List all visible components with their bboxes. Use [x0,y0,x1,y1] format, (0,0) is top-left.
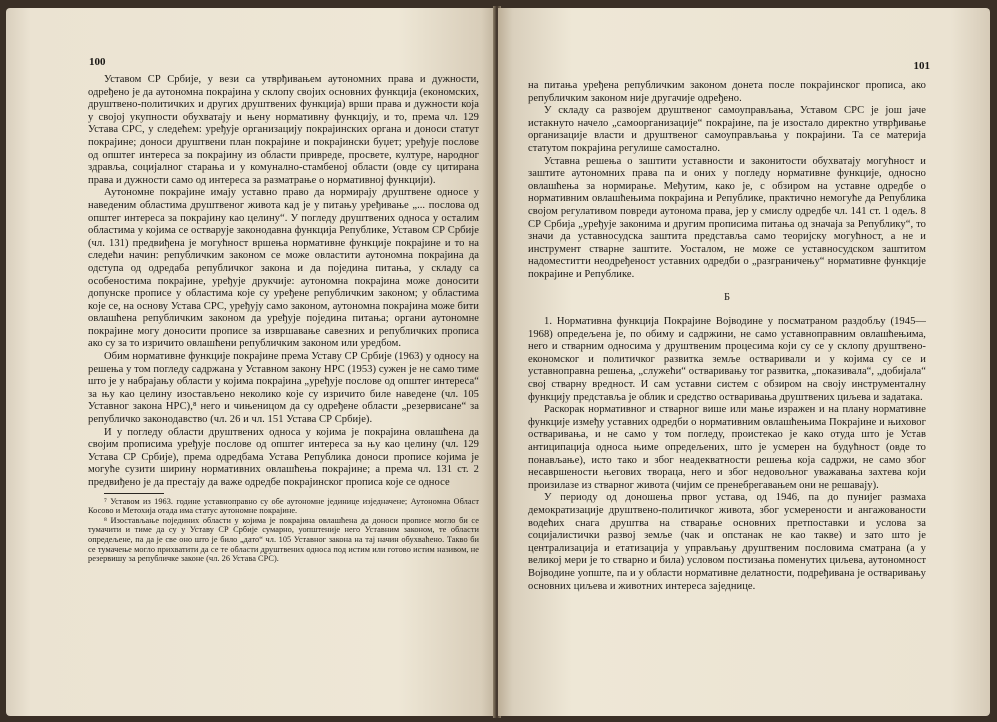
paragraph: У периоду од доношења првог устава, од 1946, па до пунијег размаха демократизације друштвено-политичког живота, због усмерености и ангажованости водећих снага друштва на стварање основних претпоставки и услова за социјалистички развој земље (чак и опстанак не као такве) и зато што је централизација и етатизација у управљању друштвеним пословима сматрана (а у великој мери је то стварно и била) условом постизања поменутих циљева, аутономност Војводине уопште, па и у области нормативне делатности, подређивана је остваривању основних циљева и животних интереса заједнице. [528,492,926,592]
right-text-column [528,80,926,593]
left-text-column [88,74,479,564]
paragraph: Уставом СР Србије, у вези са утврђивањем аутономних права и дужности, одређено је да аутономна покрајина у склопу својих основних функција (економских, друштвено-политичких и других друштвених функција) врши права и дужности која у својој укупности обухватају и њену нормативну функцију, и то, према чл. 129 Устава СРС, у следећем: уређује организацију покрајинских органа и доноси статут покрајине; доноси друштвени план покрајине и покрајински буџет; уређује послове од општег интереса за покрајину из области привреде, просвете, културе, народног здравља, социјалног старања и у комунално-стамбеној области (овде су цитирана права и дужности само од интереса за разматрање о нормативној функцији). [88,74,479,186]
paragraph: У складу са развојем друштвеног самоуправљања, Уставом СРС је још јаче истакнуто начело „самоорганизације“ покрајине, па је изостало директно утврђивање организације власти и друштвеног самоуправљања у покрајини. Та се материја статутом покрајина регулише самостално. [528,105,926,154]
paragraph: Аутономне покрајине имају уставно право да нормирају друштвене односе у наведеним областима друштвеног живота кад је у питању уређивање „... послова од општег интереса за покрајину као целину“. У погледу друштвених односа у осталим областима у којима се остварује законодавна функција Републике, Уставом СР Србије (чл. 131) предвиђена је могућност вршења нормативне функције покрајине и то на следећи начин: републичким законом се може овластити аутономна покрајина да одступа од одредаба републичког закона и да поједина питања, у складу са особеностима покрајине, уређује друкчије: аутономна покрајина може доносити допунске прописе у областима које су уређене републичким законом; у областима које се, на основу Устава СРС, уређују само законом, аутономна покрајина може бити овлашћена републичким законом да уређује поједина питања; органи аутономне покрајине могу доносити прописе за извршавање савезних и републичких прописа ако су за то изричито овлашћени републичким законом или уредбом. [88,187,479,350]
section-heading: Б [723,291,731,303]
paragraph: И у погледу области друштвених односа у којима је покрајина овлашћена да својим прописима уређује послове од општег интереса за њу као целину (чл. 129 Устава СР Србије), према одредбама Устава Република доноси прописе којима је могуће сузити ширину нормативних овлашћења покрајине; а према чл. 131 ст. 2 предвиђено је да престају да важе одредбе покрајинског прописа које се односе [88,426,479,488]
paragraph: на питања уређена републичким законом донета после покрајинског прописа, ако републичким законом није другачије одређено. [528,80,926,104]
paragraph: 1. Нормативна функција Покрајине Војводине у посматраном раздобљу (1945—1968) опредељена је, по обиму и садржини, не само уставноправним овлашћењима, него и стварним односима у друштвеним процесима који су се у склопу друштвено-економског и политичког развитка земље остваривали и у којима су се и уставноправна решења, „служећи“ остваривању тог развитка, „показивала“, „добијала“ свој стварну вредност. И сам уставни систем с обзиром на своју инструменталну функцију представља је облик и средство остваривања друштвених циљева и задатака. [528,316,926,403]
paragraph: Уставна решења о заштити уставности и законитости обухватају могућност и заштите аутономних права па и оних у погледу нормативне функције, односно овлашћења за нормирање. Међутим, како је, с обзиром на уставне одредбе о нормативним овлашћењима покрајина и Републике, практично немогуће да Република својом регулативом повреди аутонома права, јер у смислу одредбе чл. 141 ст. 1 одељ. 8 СР Србија „уређује законима и другим прописима питања од значаја за Републику“, то значи да уставносудска заштита представља само теоријску могућност, а не и инструмент стварне заштите. Уосталом, не може се уставносудском заштитом надоместитти неодређеност уставних одредби о „разграничењу“ нормативне функције покрајине и Републике. [528,155,926,280]
left-page [6,8,496,716]
paragraph: Раскорак нормативног и стварног више или мање изражен и на плану нормативне функције између уставних одредби о нормативним овлашћењима Покрајине и њиховог остваривања, и не само у том погледу, проистекао је како отуда што је Устав антиципација односа њиме опредељених, што је усмерен на будућност (овде то понављање), исто тако и због неадекватности решења која садржи, не само због несавршености његових твораца, него и због недовољног уважавања захтева који произилазе из стварног живота (чијим се пренебрегавањем они не решавају). [528,404,926,491]
page-number: 101 [913,60,930,72]
footnote: ⁷ Уставом из 1963. године уставноправно су обе аутономне јединице изједначене; Аутономна Област Косово и Метохија отада има статус аутономне покрајине. [88,496,479,516]
footnote: ⁸ Изостављање појединих области у којима је покрајина овлашћена да доноси прописе могло би се тумачити и тиме да су у Уставу СР Србије сумарно, уопштеније него Уставним законом, те области опредељене, па да је све оно што је било „дато“ чл. 105 Уставног закона на тај начин обухваћено. Такво би се тумачење могло прихватити да се те области друштвених односа под истим или готово истим називом, не резервишу за републичке законе (чл. 26 Устава СРС). [88,515,479,564]
paragraph: Обим нормативне функције покрајине према Уставу СР Србије (1963) у односу на решења у том погледу садржана у Уставном закону НРС (1953) сужен је не само тиме што је у набрајању области у којима покрајина „уређује послове од општег интереса“ за њу као целину изостављено неколико које су изричито биле наведене (чл. 105 Уставног закона НРС),⁸ него и чињеницом да су одређене области „резервисане“ за републичко законодавство (чл. 26 и чл. 151 Устава СР Србије). [88,351,479,426]
right-page [498,8,990,716]
footnote-rule [104,493,164,494]
page-number: 100 [89,56,106,68]
